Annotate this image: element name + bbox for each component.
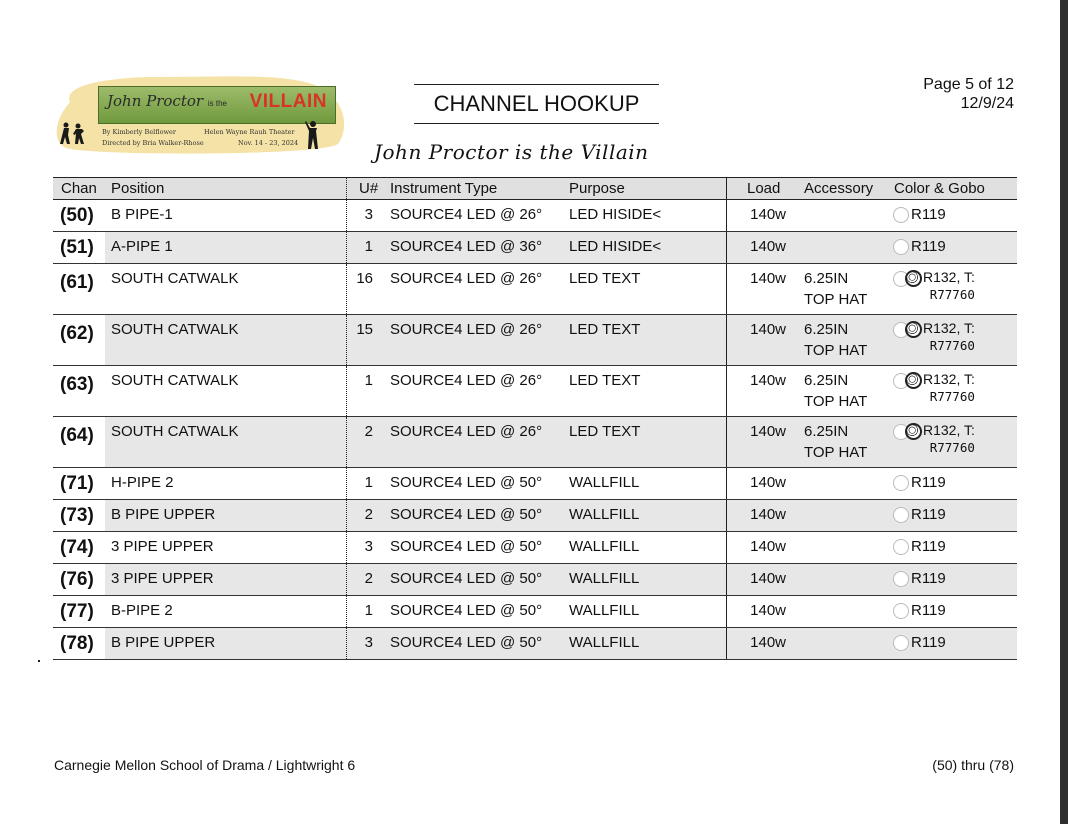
accessory	[804, 319, 867, 361]
unit-number: 3	[364, 538, 373, 555]
load: 140w	[750, 270, 786, 287]
page-info	[923, 75, 1014, 113]
column-divider-solid	[726, 596, 727, 627]
column-divider-dotted	[346, 178, 347, 199]
color-gobo-text	[923, 370, 975, 405]
color-swatch-icon	[893, 539, 909, 555]
show-name: John Proctor is the Villain	[374, 140, 649, 164]
accessory-size: 6.25IN	[804, 372, 849, 389]
purpose: WALLFILL	[569, 538, 640, 555]
column-divider-dotted	[346, 628, 347, 659]
accessory-size: 6.25IN	[804, 423, 849, 440]
purpose: LED HISIDE<	[569, 206, 662, 223]
accessory-type: TOP HAT	[804, 444, 868, 461]
color-code: R132, T:	[923, 422, 975, 438]
table-header	[53, 177, 1017, 200]
column-divider-solid	[726, 564, 727, 595]
row-shading	[105, 532, 1017, 563]
unit-number: 1	[364, 474, 373, 491]
load: 140w	[750, 474, 786, 491]
table-row	[53, 315, 1017, 366]
column-divider-dotted	[346, 264, 347, 314]
color-code: R119	[911, 506, 946, 523]
color-swatch-icon	[893, 635, 909, 651]
position: SOUTH CATWALK	[111, 423, 239, 440]
purpose: LED TEXT	[569, 423, 641, 440]
column-divider-dotted	[346, 532, 347, 563]
column-divider-solid	[726, 417, 727, 467]
gobo-code: R77760	[929, 338, 975, 353]
load: 140w	[750, 238, 786, 255]
accessory	[804, 370, 867, 412]
color-gobo	[893, 504, 946, 525]
table-row	[53, 468, 1017, 500]
load: 140w	[750, 602, 786, 619]
column-divider-dotted	[346, 200, 347, 231]
color-gobo	[893, 536, 946, 557]
channel-number: (74)	[60, 537, 94, 558]
logo-title-script: John Proctor is the	[107, 92, 227, 110]
column-divider-dotted	[346, 500, 347, 531]
column-divider-solid	[726, 500, 727, 531]
column-divider-dotted	[346, 366, 347, 416]
color-code: R119	[911, 634, 946, 651]
row-shading	[105, 500, 1017, 531]
purpose: LED TEXT	[569, 321, 641, 338]
channel-number: (64)	[60, 425, 94, 446]
load: 140w	[750, 321, 786, 338]
row-shading	[105, 596, 1017, 627]
table-row	[53, 366, 1017, 417]
color-gobo	[893, 568, 946, 589]
logo-credit-director: Directed by Bria Walker-Rhose	[102, 139, 204, 147]
channel-number: (78)	[60, 633, 94, 654]
color-swatch-icon	[893, 603, 909, 619]
channel-number: (51)	[60, 237, 94, 258]
column-divider-dotted	[346, 564, 347, 595]
instrument-type: SOURCE4 LED @ 50°	[390, 538, 543, 555]
color-code: R119	[911, 602, 946, 619]
color-gobo	[893, 268, 975, 303]
footer-range: (50) thru (78)	[932, 757, 1014, 773]
instrument-type: SOURCE4 LED @ 50°	[390, 602, 543, 619]
color-gobo	[893, 319, 975, 354]
instrument-type: SOURCE4 LED @ 50°	[390, 570, 543, 587]
unit-number: 1	[364, 372, 373, 389]
purpose: WALLFILL	[569, 634, 640, 651]
column-divider-solid	[726, 468, 727, 499]
purpose: LED TEXT	[569, 372, 641, 389]
show-logo	[52, 72, 348, 154]
column-divider-dotted	[346, 232, 347, 263]
color-gobo	[893, 370, 975, 405]
gobo-icon	[905, 372, 922, 389]
col-instrument: Instrument Type	[390, 180, 498, 197]
color-gobo	[893, 472, 946, 493]
unit-number: 15	[356, 321, 373, 338]
table-row	[53, 232, 1017, 264]
logo-title-villain: VILLAIN	[249, 91, 327, 112]
instrument-type: SOURCE4 LED @ 26°	[390, 321, 543, 338]
column-divider-solid	[726, 315, 727, 365]
column-divider-dotted	[346, 468, 347, 499]
purpose: WALLFILL	[569, 474, 640, 491]
color-code: R132, T:	[923, 269, 975, 285]
table-row	[53, 628, 1017, 660]
purpose: LED TEXT	[569, 270, 641, 287]
col-position: Position	[111, 180, 165, 197]
position: B PIPE UPPER	[111, 506, 216, 523]
table-row	[53, 532, 1017, 564]
unit-number: 16	[356, 270, 373, 287]
row-shading	[105, 200, 1017, 231]
accessory-type: TOP HAT	[804, 291, 868, 308]
instrument-type: SOURCE4 LED @ 50°	[390, 474, 543, 491]
report-title: CHANNEL HOOKUP	[414, 84, 659, 124]
color-swatch-icon	[893, 239, 909, 255]
footer-credit: Carnegie Mellon School of Drama / Lightwright 6	[54, 757, 356, 773]
row-shading	[105, 468, 1017, 499]
purpose: LED HISIDE<	[569, 238, 662, 255]
color-swatch-icon	[893, 475, 909, 491]
color-swatch-icon	[893, 571, 909, 587]
color-code: R132, T:	[923, 371, 975, 387]
accessory-size: 6.25IN	[804, 270, 849, 287]
gobo-code: R77760	[929, 389, 975, 404]
row-shading	[105, 417, 1017, 467]
col-accessory: Accessory	[804, 180, 874, 197]
instrument-type: SOURCE4 LED @ 26°	[390, 270, 543, 287]
instrument-type: SOURCE4 LED @ 26°	[390, 372, 543, 389]
instrument-type: SOURCE4 LED @ 50°	[390, 506, 543, 523]
color-gobo-text	[923, 319, 975, 354]
instrument-type: SOURCE4 LED @ 36°	[390, 238, 543, 255]
accessory-type: TOP HAT	[804, 393, 868, 410]
unit-number: 2	[364, 506, 373, 523]
window-edge	[1060, 0, 1068, 824]
channel-number: (77)	[60, 601, 94, 622]
logo-credit-theater: Helen Wayne Rauh Theater	[204, 128, 295, 136]
column-divider-solid	[726, 178, 727, 199]
unit-number: 1	[364, 602, 373, 619]
gobo-icon	[905, 321, 922, 338]
table-row	[53, 596, 1017, 628]
table-row	[53, 564, 1017, 596]
channel-hookup-table	[53, 177, 1017, 660]
logo-credit-dates: Nov. 14 - 23, 2024	[238, 139, 299, 147]
color-swatch-icon	[893, 507, 909, 523]
color-code: R119	[911, 538, 946, 555]
purpose: WALLFILL	[569, 506, 640, 523]
report-date: 12/9/24	[960, 95, 1014, 112]
load: 140w	[750, 570, 786, 587]
color-code: R119	[911, 238, 946, 255]
position: SOUTH CATWALK	[111, 270, 239, 287]
color-gobo	[893, 632, 946, 653]
gobo-code: R77760	[929, 440, 975, 455]
purpose: WALLFILL	[569, 570, 640, 587]
color-code: R119	[911, 474, 946, 491]
column-divider-solid	[726, 532, 727, 563]
position: B PIPE UPPER	[111, 634, 216, 651]
accessory	[804, 421, 867, 463]
position: H-PIPE 2	[111, 474, 174, 491]
position: SOUTH CATWALK	[111, 372, 239, 389]
color-gobo	[893, 600, 946, 621]
channel-number: (62)	[60, 323, 94, 344]
purpose: WALLFILL	[569, 602, 640, 619]
load: 140w	[750, 423, 786, 440]
page-number: Page 5 of 12	[923, 76, 1014, 93]
row-shading	[105, 315, 1017, 365]
logo-title-panel	[98, 86, 336, 124]
channel-number: (76)	[60, 569, 94, 590]
col-chan: Chan	[61, 180, 97, 197]
color-code: R132, T:	[923, 320, 975, 336]
table-row	[53, 200, 1017, 232]
column-divider-solid	[726, 200, 727, 231]
row-shading	[105, 264, 1017, 314]
load: 140w	[750, 634, 786, 651]
channel-number: (63)	[60, 374, 94, 395]
channel-number: (73)	[60, 505, 94, 526]
column-divider-solid	[726, 232, 727, 263]
table-body	[53, 200, 1017, 660]
load: 140w	[750, 538, 786, 555]
column-divider-solid	[726, 628, 727, 659]
color-gobo	[893, 204, 946, 225]
unit-number: 3	[364, 206, 373, 223]
row-shading	[105, 564, 1017, 595]
unit-number: 2	[364, 570, 373, 587]
table-row	[53, 500, 1017, 532]
accessory-size: 6.25IN	[804, 321, 849, 338]
color-gobo-text	[923, 421, 975, 456]
position: 3 PIPE UPPER	[111, 538, 214, 555]
load: 140w	[750, 372, 786, 389]
color-code: R119	[911, 570, 946, 587]
position: B-PIPE 2	[111, 602, 173, 619]
gobo-icon	[905, 270, 922, 287]
column-divider-dotted	[346, 596, 347, 627]
table-row	[53, 264, 1017, 315]
standing-figure-icon	[304, 120, 322, 150]
channel-number: (71)	[60, 473, 94, 494]
column-divider-dotted	[346, 315, 347, 365]
accessory	[804, 268, 867, 310]
column-divider-dotted	[346, 417, 347, 467]
gobo-icon	[905, 423, 922, 440]
load: 140w	[750, 506, 786, 523]
gobo-code: R77760	[929, 287, 975, 302]
unit-number: 2	[364, 423, 373, 440]
unit-number: 3	[364, 634, 373, 651]
page-mark	[38, 660, 40, 662]
color-gobo	[893, 236, 946, 257]
color-swatch-icon	[893, 207, 909, 223]
table-row	[53, 417, 1017, 468]
position: B PIPE-1	[111, 206, 173, 223]
unit-number: 1	[364, 238, 373, 255]
col-unit: U#	[359, 180, 379, 197]
accessory-type: TOP HAT	[804, 342, 868, 359]
logo-credit-author: By Kimberly Belflower	[102, 128, 177, 136]
col-purpose: Purpose	[569, 180, 625, 197]
row-shading	[105, 232, 1017, 263]
column-divider-solid	[726, 264, 727, 314]
channel-number: (50)	[60, 205, 94, 226]
row-shading	[105, 366, 1017, 416]
color-gobo-text	[923, 268, 975, 303]
load: 140w	[750, 206, 786, 223]
dancing-figures-icon	[60, 122, 86, 146]
color-gobo	[893, 421, 975, 456]
instrument-type: SOURCE4 LED @ 26°	[390, 423, 543, 440]
color-code: R119	[911, 206, 946, 223]
position: A-PIPE 1	[111, 238, 173, 255]
row-shading	[105, 628, 1017, 659]
position: 3 PIPE UPPER	[111, 570, 214, 587]
col-load: Load	[747, 180, 781, 197]
col-color-gobo: Color & Gobo	[894, 180, 985, 197]
instrument-type: SOURCE4 LED @ 50°	[390, 634, 543, 651]
channel-number: (61)	[60, 272, 94, 293]
instrument-type: SOURCE4 LED @ 26°	[390, 206, 543, 223]
position: SOUTH CATWALK	[111, 321, 239, 338]
column-divider-solid	[726, 366, 727, 416]
